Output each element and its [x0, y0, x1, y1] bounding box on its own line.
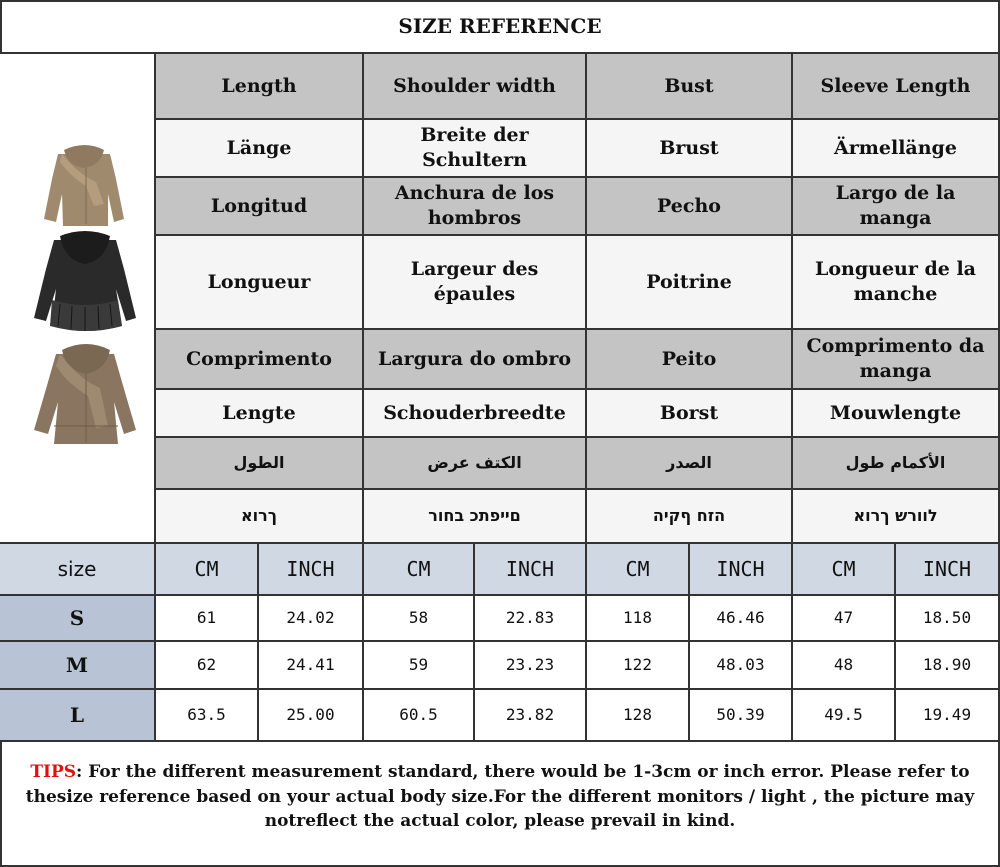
- size-value-cell: 122: [587, 642, 690, 690]
- measurement-label: Brust: [587, 120, 793, 178]
- size-value-cell: 50.39: [690, 690, 793, 742]
- measurement-label: Ärmellänge: [793, 120, 1000, 178]
- size-value-cell: 59: [364, 642, 475, 690]
- measurement-label: الأكمام طول: [793, 438, 1000, 490]
- measurement-label: ךרוא: [156, 490, 364, 544]
- measurement-label: Poitrine: [587, 236, 793, 330]
- size-value-cell: 62: [156, 642, 259, 690]
- beige-sweater-image: [44, 145, 124, 226]
- size-value-cell: 25.00: [259, 690, 364, 742]
- product-images: [0, 54, 156, 544]
- measurement-label: الكتف عرض: [364, 438, 587, 490]
- size-value-cell: 22.83: [475, 596, 587, 642]
- unit-header: INCH: [896, 544, 1000, 596]
- measurement-label: Comprimento da manga: [793, 330, 1000, 390]
- measurement-label: לוורש ךרוא: [793, 490, 1000, 544]
- measurement-label: Anchura de los hombros: [364, 178, 587, 236]
- measurement-label: הזח ףקיה: [587, 490, 793, 544]
- size-column-header: size: [0, 544, 156, 596]
- measurement-label: Largo de la manga: [793, 178, 1000, 236]
- measurement-label: Borst: [587, 390, 793, 438]
- tips-label: TIPS: [30, 762, 77, 782]
- measurement-label: Comprimento: [156, 330, 364, 390]
- size-value-cell: 58: [364, 596, 475, 642]
- measurement-label: Bust: [587, 54, 793, 120]
- unit-header: CM: [587, 544, 690, 596]
- measurement-label: Longueur: [156, 236, 364, 330]
- size-value-cell: 128: [587, 690, 690, 742]
- unit-header: CM: [793, 544, 896, 596]
- measurement-label: Sleeve Length: [793, 54, 1000, 120]
- measurement-label: الطول: [156, 438, 364, 490]
- size-value-cell: 18.90: [896, 642, 1000, 690]
- measurement-label: Mouwlengte: [793, 390, 1000, 438]
- size-value-cell: 18.50: [896, 596, 1000, 642]
- size-value-cell: 118: [587, 596, 690, 642]
- size-value-cell: 60.5: [364, 690, 475, 742]
- unit-header: INCH: [475, 544, 587, 596]
- size-label: L: [0, 690, 156, 742]
- tips-note: [0, 760, 1000, 834]
- size-value-cell: 23.82: [475, 690, 587, 742]
- measurement-label: Länge: [156, 120, 364, 178]
- size-value-cell: 24.41: [259, 642, 364, 690]
- size-label: M: [0, 642, 156, 690]
- measurement-label: םייפתכ בחור: [364, 490, 587, 544]
- measurement-label: Length: [156, 54, 364, 120]
- measurement-label: Lengte: [156, 390, 364, 438]
- measurement-label: Peito: [587, 330, 793, 390]
- page-title: SIZE REFERENCE: [0, 0, 1000, 54]
- tips-text: : For the different measurement standard, there would be 1-3cm or inch error. Please refer to thesize reference based on your actual body size.For the different monitors / light , the picture may notreflect the actual color, please prevail in kind.: [25, 762, 975, 832]
- unit-header: INCH: [690, 544, 793, 596]
- measurement-label: الصدر: [587, 438, 793, 490]
- measurement-label: Schouderbreedte: [364, 390, 587, 438]
- measurement-label: Largura do ombro: [364, 330, 587, 390]
- size-value-cell: 61: [156, 596, 259, 642]
- size-value-cell: 24.02: [259, 596, 364, 642]
- size-value-cell: 23.23: [475, 642, 587, 690]
- size-value-cell: 19.49: [896, 690, 1000, 742]
- measurement-label: Shoulder width: [364, 54, 587, 120]
- unit-header: INCH: [259, 544, 364, 596]
- size-value-cell: 48.03: [690, 642, 793, 690]
- measurement-label: Longueur de la manche: [793, 236, 1000, 330]
- measurement-label: Pecho: [587, 178, 793, 236]
- size-value-cell: 48: [793, 642, 896, 690]
- size-value-cell: 46.46: [690, 596, 793, 642]
- unit-header: CM: [364, 544, 475, 596]
- size-value-cell: 49.5: [793, 690, 896, 742]
- measurement-label: Breite der Schultern: [364, 120, 587, 178]
- measurement-label: Longitud: [156, 178, 364, 236]
- black-sweater-image: [34, 231, 136, 331]
- size-value-cell: 47: [793, 596, 896, 642]
- measurement-label: Largeur des épaules: [364, 236, 587, 330]
- size-value-cell: 63.5: [156, 690, 259, 742]
- product-illustrations: [0, 54, 152, 540]
- taupe-sweater-image: [34, 344, 136, 444]
- size-label: S: [0, 596, 156, 642]
- unit-header: CM: [156, 544, 259, 596]
